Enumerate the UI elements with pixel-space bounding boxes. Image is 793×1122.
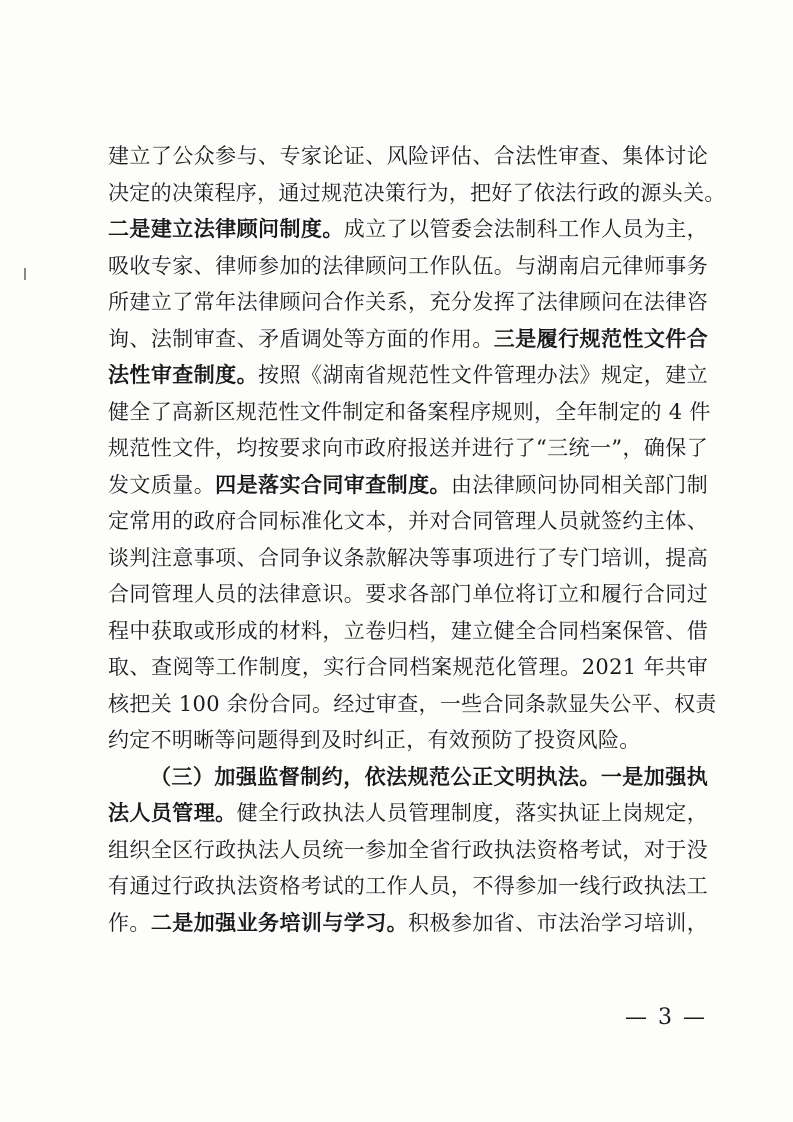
text-line: 定常用的政府合同标准化文本，并对合同管理人员就签约主体、 (108, 509, 708, 533)
margin-mark (24, 268, 26, 280)
text-line (108, 467, 708, 504)
text-line: 取、查阅等工作制度，实行合同档案规范化管理。2021 年共审 (108, 655, 708, 679)
text-line (108, 795, 708, 832)
text-line: 合同管理人员的法律意识。要求各部门单位将订立和履行合同过 (108, 582, 708, 606)
bold-heading: 二是建立法律顾问制度。 (108, 217, 344, 241)
text-line: 健全了高新区规范性文件制定和备案程序规则，全年制定的 4 件 (108, 399, 711, 424)
section-heading: （三）加强监督制约，依法规范公正文明执法。 (150, 764, 601, 789)
bold-heading: 法性审查制度。 (108, 363, 259, 387)
text-line: 有通过行政执法资格考试的工作人员，不得参加一线行政执法工 (108, 874, 708, 898)
text-line: 程中获取或形成的材料，立卷归档，建立健全合同档案保管、借 (108, 618, 708, 643)
text-line (108, 321, 708, 358)
text-span: 积极参加省、市法治学习培训， (408, 910, 708, 935)
bold-heading: 法人员管理。 (108, 801, 237, 825)
text-line (108, 211, 708, 248)
text-line: 核把关 100 余份合同。经过审查，一些合同条款显失公平、权责 (108, 691, 717, 716)
bold-heading: 四是落实合同审查制度。 (215, 472, 451, 497)
bold-heading: 一是加强执 (600, 764, 708, 789)
text-span: 成立了以管委会法制科工作人员为主， (343, 217, 708, 241)
text-span: 询、法制审查、矛盾调处等方面的作用。 (108, 326, 494, 351)
text-line: 约定不明晰等问题得到及时纠正，有效预防了投资风险。 (108, 728, 641, 752)
text-span: 按照《湖南省规范性文件管理办法》规定，建立 (258, 363, 708, 387)
text-span: 发文质量。 (108, 472, 216, 497)
bold-heading: 三是履行规范性文件合 (493, 326, 708, 351)
bold-heading: 二是加强业务培训与学习。 (150, 910, 409, 935)
text-line (108, 357, 708, 394)
text-line: 谈判注意事项、合同争议条款解决等事项进行了专门培训，提高 (108, 545, 708, 570)
text-line (108, 905, 708, 942)
text-line (108, 759, 708, 796)
text-line: 规范性文件，均按要求向市政府报送并进行了“三统一”，确保了 (108, 436, 708, 460)
text-span: 健全行政执法人员管理制度，落实执证上岗规定， (236, 801, 708, 825)
text-line: 吸收专家、律师参加的法律顾问工作队伍。与湖南启元律师事务 (108, 253, 708, 278)
text-line: 组织全区行政执法人员统一参加全省行政执法资格考试，对于没 (108, 837, 708, 862)
text-line: 所建立了常年法律顾问合作关系，充分发挥了法律顾问在法律咨 (108, 290, 708, 314)
text-line: 建立了公众参与、专家论证、风险评估、合法性审查、集体讨论 (108, 144, 708, 168)
body-text (108, 138, 726, 941)
page-number: — 3 — (625, 1005, 707, 1030)
text-span: 作。 (108, 910, 151, 935)
text-span: 由法律顾问协同相关部门制 (450, 472, 708, 497)
text-line: 决定的决策程序，通过规范决策行为，把好了依法行政的源头关。 (108, 180, 726, 205)
